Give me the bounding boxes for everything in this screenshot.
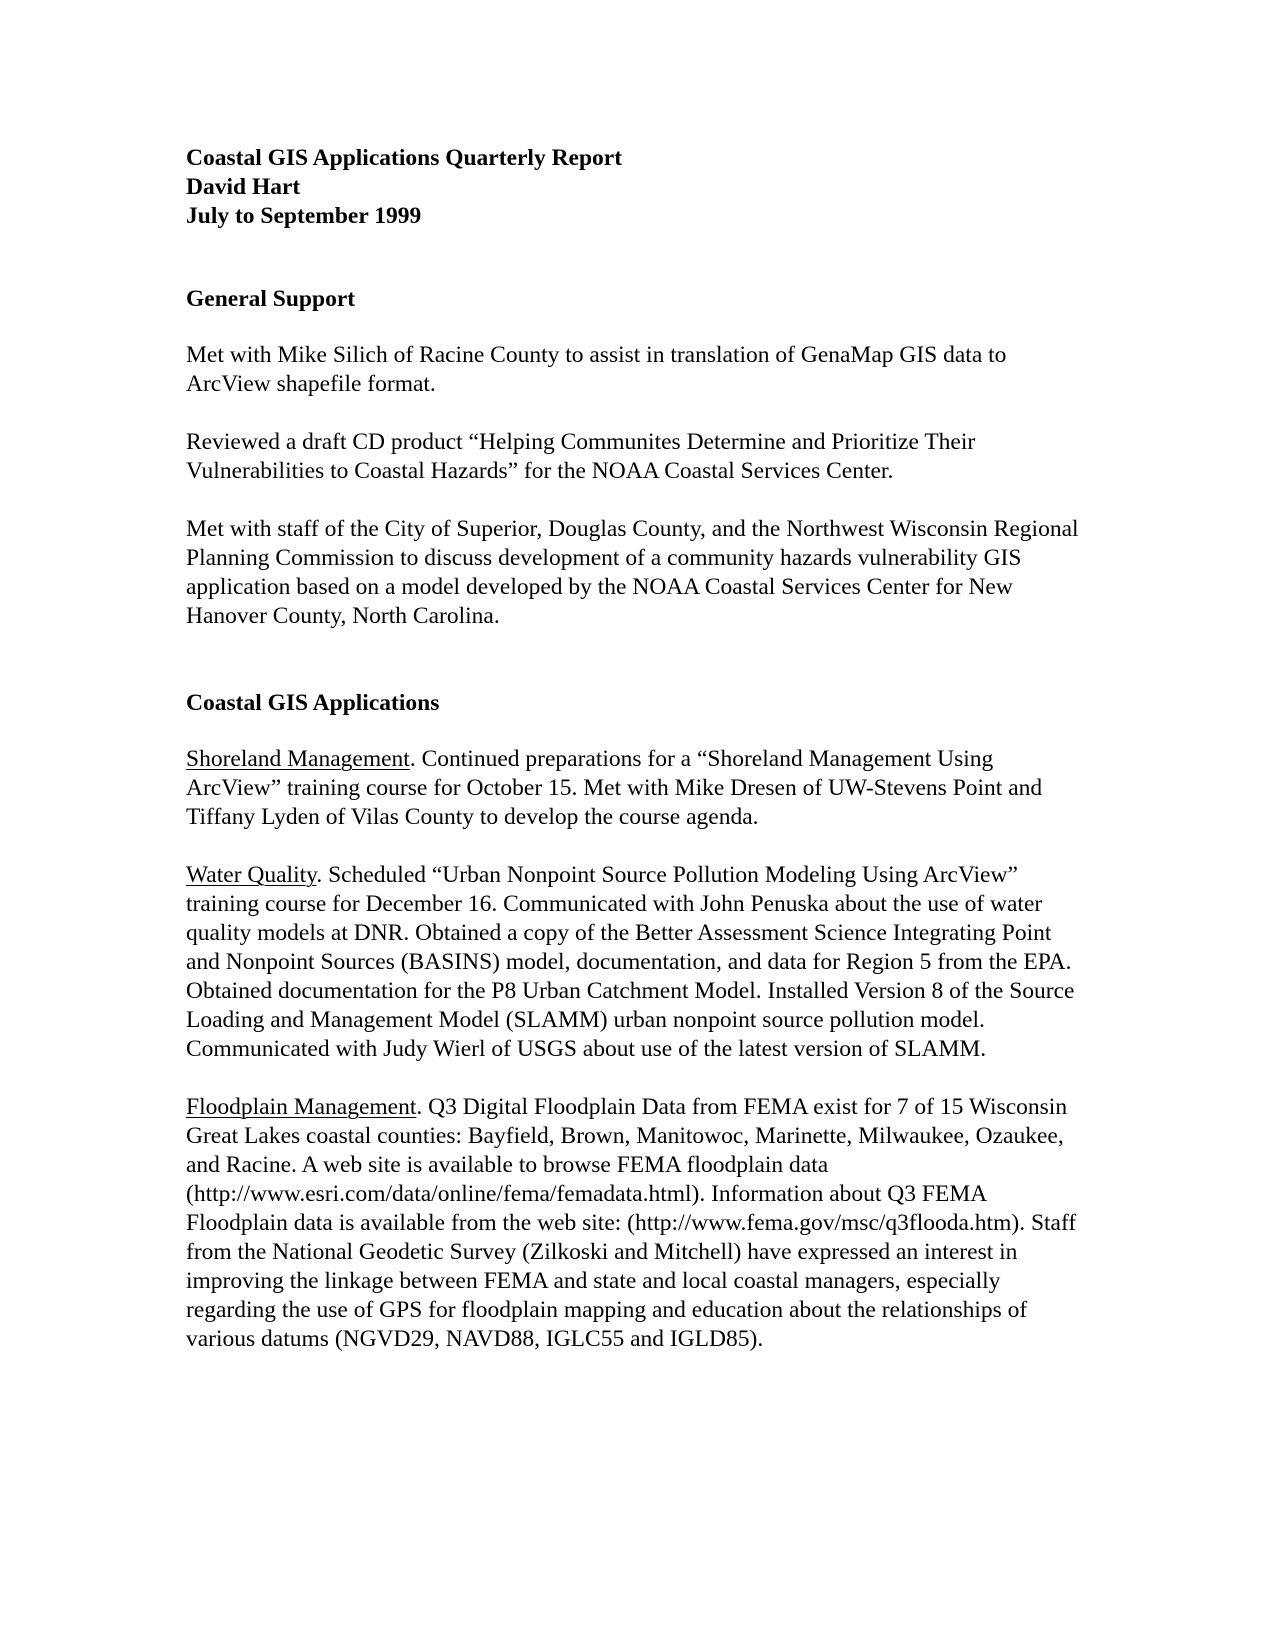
floodplain-management-paragraph	[186, 1093, 1086, 1354]
report-period: July to September 1999	[186, 203, 422, 229]
water-quality-text: . Scheduled “Urban Nonpoint Source Pollution Modeling Using ArcView” training course for December 16. Communicated with John Penuska about the use of water quality models at DNR. Obtained a copy of the Better Assessment Science Integrating Point and Nonpoint Sources (BASINS) model, documentation, and data for Region 5 from the EPA. Obtained documentation for the P8 Urban Catchment Model. Installed Version 8 of the Source Loading and Management Model (SLAMM) urban nonpoint source pollution model. Communicated with Judy Wierl of USGS about use of the latest version of SLAMM.	[186, 862, 1075, 1062]
shoreland-management-text: . Continued preparations for a “Shoreland Management Using ArcView” training course for October 15. Met with Mike Dresen of UW-Stevens Point and Tiffany Lyden of Vilas County to develop the course agenda.	[186, 746, 1043, 830]
spacer	[186, 486, 1086, 515]
spacer	[186, 231, 1086, 285]
coastal-gis-heading: Coastal GIS Applications	[186, 690, 440, 716]
spacer	[186, 314, 1086, 341]
water-quality-paragraph	[186, 861, 1086, 1064]
spacer	[186, 1064, 1086, 1093]
report-author: David Hart	[186, 174, 301, 200]
floodplain-management-text: . Q3 Digital Floodplain Data from FEMA exist for 7 of 15 Wisconsin Great Lakes coastal counties: Bayfield, Brown, Manitowoc, Marinette, Milwaukee, Ozaukee, and Racine. A web site is available to browse FEMA floodplain data (http://www.esri.com/data/online/fema/femadata.html). Information about Q3 FEMA Floodplain data is available from the web site: (http://www.fema.gov/msc/q3flooda.htm). Staff from the National Geodetic Survey (Zilkoski and Mitchell) have expressed an interest in improving the linkage between FEMA and state and local coastal managers, especially regarding the use of GPS for floodplain mapping and education about the relationships of various datums (NGVD29, NAVD88, IGLC55 and IGLD85).	[186, 1094, 1077, 1352]
floodplain-management-topic: Floodplain Management	[186, 1094, 417, 1120]
document-body	[186, 144, 1086, 1354]
water-quality-topic: Water Quality	[186, 862, 317, 888]
general-support-paragraph-3: Met with staff of the City of Superior, Douglas County, and the Northwest Wisconsin Regional Planning Commission to discuss development of a community hazards vulnerability GIS application based on a model developed by the NOAA Coastal Services Center for New Hanover County, North Carolina.	[186, 516, 1079, 629]
general-support-heading: General Support	[186, 286, 356, 312]
spacer	[186, 399, 1086, 428]
spacer	[186, 832, 1086, 861]
report-title: Coastal GIS Applications Quarterly Report	[186, 145, 623, 171]
spacer	[186, 631, 1086, 689]
general-support-paragraph-2: Reviewed a draft CD product “Helping Communites Determine and Prioritize Their Vulnerabilities to Coastal Hazards” for the NOAA Coastal Services Center.	[186, 429, 976, 484]
spacer	[186, 718, 1086, 745]
shoreland-management-paragraph	[186, 745, 1086, 832]
shoreland-management-topic: Shoreland Management	[186, 746, 410, 772]
general-support-paragraph-1: Met with Mike Silich of Racine County to assist in translation of GenaMap GIS data to ArcView shapefile format.	[186, 342, 1007, 397]
